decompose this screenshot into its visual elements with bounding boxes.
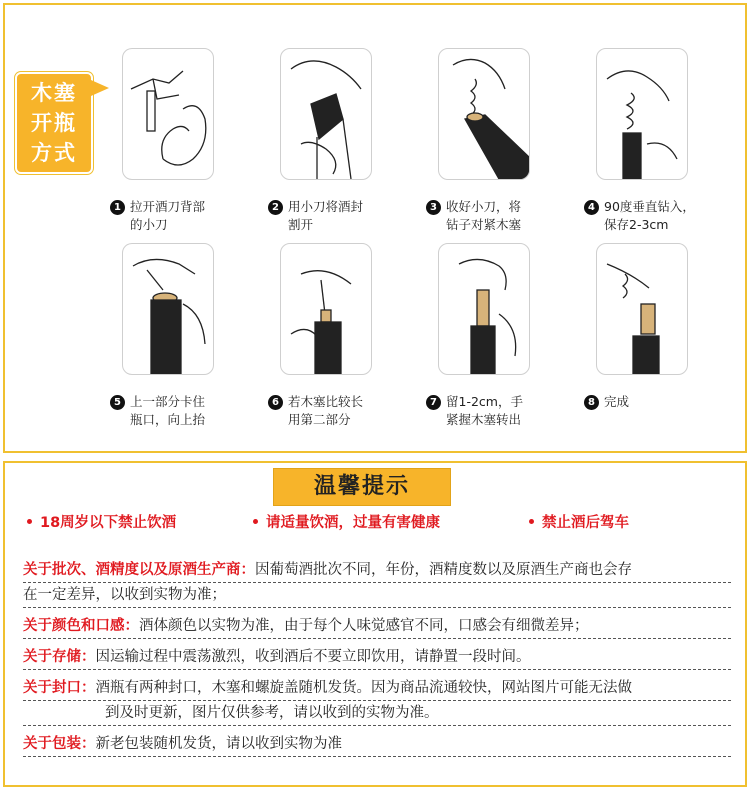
info-packaging: 关于包装：新老包装随机发货，请以收到实物为准 <box>23 732 731 757</box>
step-number: 3 <box>426 200 441 215</box>
info-batch: 关于批次、酒精度以及原酒生产商：因葡萄酒批次不同，年份，酒精度数以及原酒生产商也会存 <box>23 558 731 583</box>
info-storage: 关于存储：因运输过程中震荡激烈，收到酒后不要立即饮用，请静置一段时间。 <box>23 645 731 670</box>
tips-panel <box>3 461 747 787</box>
step-number: 2 <box>268 200 283 215</box>
info-seal: 关于封口：酒瓶有两种封口，木塞和螺旋盖随机发货。因为商品流通较快，网站图片可能无法做 <box>23 676 731 701</box>
info-batch-cont: 在一定差异，以收到实物为准； <box>23 583 731 608</box>
step-caption: 8 完成 <box>584 393 724 411</box>
step-caption: 4 90度垂直钻入， 保存2-3cm <box>584 198 724 234</box>
step-number: 1 <box>110 200 125 215</box>
corkscrew-knife-open-illustration <box>122 48 214 180</box>
step-caption: 1 拉开酒刀背部 的小刀 <box>110 198 250 234</box>
lever-second-step-illustration <box>280 243 372 375</box>
warning-underage: 18周岁以下禁止饮酒 <box>27 511 176 532</box>
drill-cork-illustration <box>596 48 688 180</box>
warning-moderate: 请适量饮酒，过量有害健康 <box>253 511 440 532</box>
twist-cork-out-illustration <box>438 243 530 375</box>
step-caption: 6 若木塞比较长 用第二部分 <box>268 393 408 429</box>
bullet-icon <box>253 519 258 524</box>
step-number: 6 <box>268 395 283 410</box>
info-color: 关于颜色和口感：酒体颜色以实物为准，由于每个人味觉感官不同，口感会有细微差异； <box>23 614 731 639</box>
badge-line: 开瓶 <box>31 111 77 135</box>
tips-title: 温馨提示 <box>313 474 410 499</box>
step-number: 5 <box>110 395 125 410</box>
step-number: 8 <box>584 395 599 410</box>
align-screw-illustration <box>438 48 530 180</box>
cork-removed-illustration <box>596 243 688 375</box>
info-seal-cont: 到及时更新，图片仅供参考，请以收到的实物为准。 <box>23 701 731 726</box>
lever-first-step-illustration <box>122 243 214 375</box>
tips-banner <box>273 468 451 506</box>
step-caption: 7 留1-2cm，手 紧握木塞转出 <box>426 393 566 429</box>
step-caption: 5 上一部分卡住 瓶口，向上抬 <box>110 393 250 429</box>
step-number: 4 <box>584 200 599 215</box>
step-number: 7 <box>426 395 441 410</box>
cut-foil-illustration <box>280 48 372 180</box>
bullet-icon <box>27 519 32 524</box>
bullet-icon <box>529 519 534 524</box>
badge-line: 方式 <box>31 141 77 165</box>
opening-method-badge <box>15 72 93 174</box>
info-list <box>23 558 731 757</box>
step-caption: 2 用小刀将酒封 割开 <box>268 198 408 234</box>
opening-method-panel <box>3 3 747 453</box>
badge-line: 木塞 <box>31 81 77 105</box>
warning-drive: 禁止酒后驾车 <box>529 511 629 532</box>
step-caption: 3 收好小刀，将 钻子对紧木塞 <box>426 198 566 234</box>
